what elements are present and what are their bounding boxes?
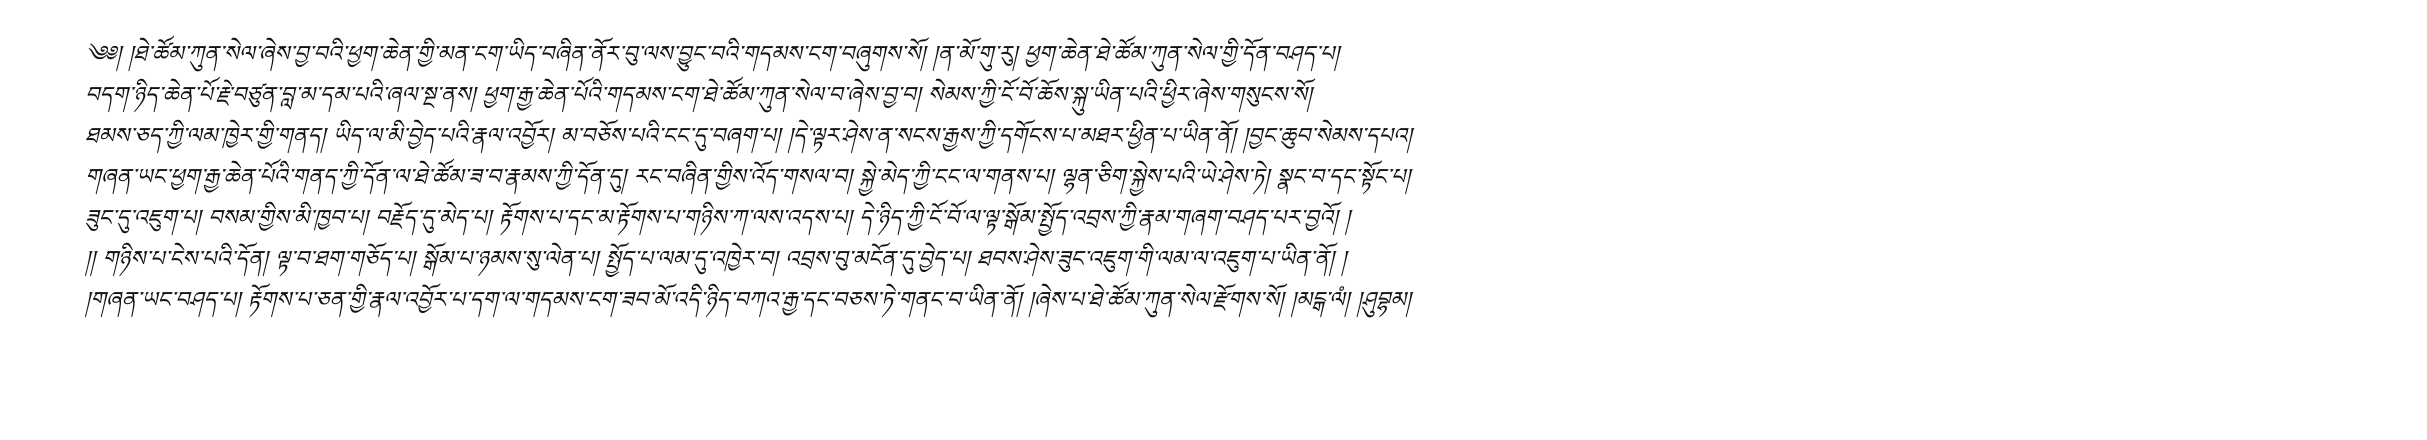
manuscript-line-2: བདག་ཉིད་ཆེན་པོ་རྗེ་བཙུན་བླ་མ་དམ་པའི་ཞལ་སྔ་ནས། ཕྱག་རྒྱ་ཆེན་པོའི་གདམས་ངག་ཐེ་ཚོམ་ཀུན་སེལ་བ་ཞེས་བྱ་བ། སེམས་ཀྱི་ངོ་བོ་ཆོས་སྐུ་ཡིན་པའི་ཕྱིར་ཞེས་གསུངས་སོ། [85,83,1312,108]
manuscript-line-7: །གཞན་ཡང་བཤད་པ། རྟོགས་པ་ཅན་གྱི་རྣལ་འབྱོར་པ་དག་ལ་གདམས་ངག་ཟབ་མོ་འདི་ཉིད་བཀའ་རྒྱ་དང་བཅས་ཏེ་གནང་བ་ཡིན་ནོ། །ཞེས་པ་ཐེ་ཚོམ་ཀུན་སེལ་རྫོགས་སོ། །མངྒ་ལཾ། །ཤུབྷམ། [85,288,1411,313]
manuscript-line-4: གཞན་ཡང་ཕྱག་རྒྱ་ཆེན་པོའི་གནད་ཀྱི་དོན་ལ་ཐེ་ཚོམ་ཟ་བ་རྣམས་ཀྱི་དོན་དུ། རང་བཞིན་གྱིས་འོད་གསལ་བ། སྐྱེ་མེད་ཀྱི་ངང་ལ་གནས་པ། ལྷན་ཅིག་སྐྱེས་པའི་ཡེ་ཤེས་ཏེ། སྣང་བ་དང་སྟོང་པ། [85,165,1411,190]
manuscript-line-1: ༄༅། །ཐེ་ཚོམ་ཀུན་སེལ་ཞེས་བྱ་བའི་ཕྱག་ཆེན་གྱི་མན་ངག་ཡིད་བཞིན་ནོར་བུ་ལས་བྱུང་བའི་གདམས་ངག་བཞུགས་སོ། །ན་མོ་གུ་རུ། ཕྱག་ཆེན་ཐེ་ཚོམ་ཀུན་སེལ་གྱི་དོན་བཤད་པ། [85,42,1340,67]
manuscript-line-5: ཟུང་དུ་འཇུག་པ། བསམ་གྱིས་མི་ཁྱབ་པ། བརྗོད་དུ་མེད་པ། རྟོགས་པ་དང་མ་རྟོགས་པ་གཉིས་ཀ་ལས་འདས་པ། དེ་ཉིད་ཀྱི་ངོ་བོ་ལ་ལྟ་སྒོམ་སྤྱོད་འབྲས་ཀྱི་རྣམ་གཞག་བཤད་པར་བྱའོ། ། [85,206,1351,231]
manuscript-text-block [85,34,2355,321]
manuscript-line-3: ཐམས་ཅད་ཀྱི་ལམ་ཁྱེར་གྱི་གནད། ཡིད་ལ་མི་བྱེད་པའི་རྣལ་འབྱོར། མ་བཅོས་པའི་ངང་དུ་བཞག་པ། །དེ་ལྟར་ཤེས་ན་སངས་རྒྱས་ཀྱི་དགོངས་པ་མཐར་ཕྱིན་པ་ཡིན་ནོ། །བྱང་ཆུབ་སེམས་དཔའ། [85,124,1412,149]
manuscript-line-6: །། གཉིས་པ་ངེས་པའི་དོན། ལྟ་བ་ཐག་གཅོད་པ། སྒོམ་པ་ཉམས་སུ་ལེན་པ། སྤྱོད་པ་ལམ་དུ་འཁྱེར་བ། འབྲས་བུ་མངོན་དུ་བྱེད་པ། ཐབས་ཤེས་ཟུང་འཇུག་གི་ལམ་ལ་འཇུག་པ་ཡིན་ནོ། ། [85,247,1347,272]
